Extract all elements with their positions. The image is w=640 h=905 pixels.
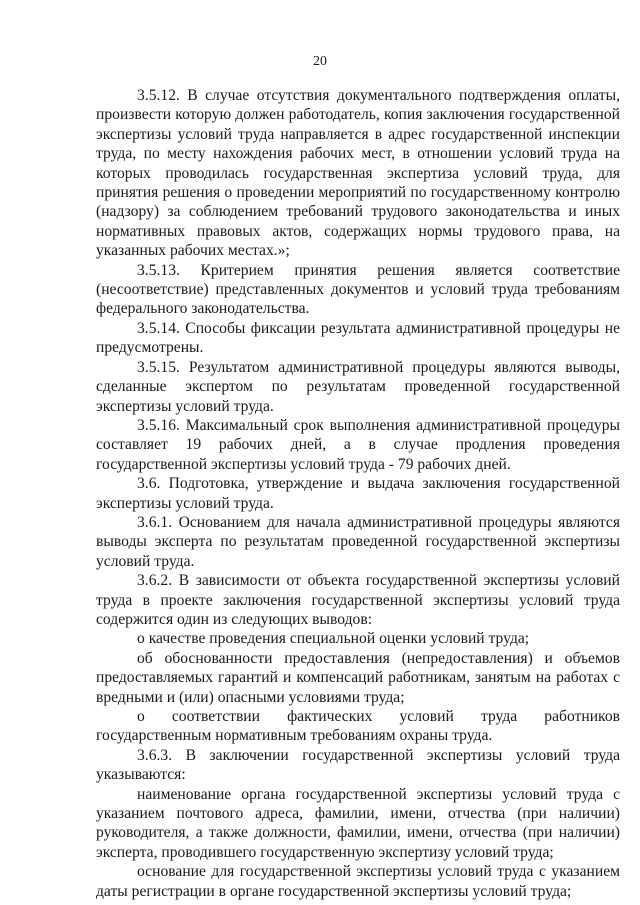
- paragraph-3-5-16: 3.5.16. Максимальный срок выполнения административной процедуры составляет 19 рабочих дней, а в случае продления проведения государственной экспертизы условий труда - 79 рабочих дней.: [96, 416, 620, 473]
- list-item-contents-2: основание для государственной экспертизы условий труда с указанием даты регистрации в органе государственной экспертизы условий труда;: [96, 863, 620, 900]
- section-heading-3-6: 3.6. Подготовка, утверждение и выдача заключения государственной экспертизы условий труда.: [96, 475, 620, 512]
- list-item-conclusion-3: о соответствии фактических условий труда работников государственным нормативным требованиям охраны труда.: [96, 708, 620, 745]
- paragraph-3-5-13: 3.5.13. Критерием принятия решения является соответствие (несоответствие) представленных документов и условий труда требованиям федерального законодательства.: [96, 261, 620, 318]
- document-body: [96, 86, 620, 901]
- paragraph-3-6-1: 3.6.1. Основанием для начала административной процедуры являются выводы эксперта по результатам проведенной государственной экспертизы условий труда.: [96, 513, 620, 570]
- paragraph-3-6-3: 3.6.3. В заключении государственной экспертизы условий труда указываются:: [96, 746, 620, 784]
- paragraph-3-6-2: 3.6.2. В зависимости от объекта государственной экспертизы условий труда в проекте заключения государственной экспертизы условий труда содержится один из следующих выводов:: [96, 572, 620, 628]
- list-item-conclusion-2: об обоснованности предоставления (непредоставления) и объемов предоставляемых гарантий и компенсаций работникам, занятым на работах с вредными и (или) опасными условиями труда;: [96, 649, 620, 706]
- list-item-contents-1: наименование органа государственной экспертизы условий труда с указанием почтового адреса, фамилии, имени, отчества (при наличии) руководителя, а также должности, фамилии, имени, отчества (при наличии) эксперта, проводившего государственную экспертизу условий труда;: [96, 785, 620, 861]
- paragraph-3-5-15: 3.5.15. Результатом административной процедуры являются выводы, сделанные экспертом по результатам проведенной государственной экспертизы условий труда.: [96, 358, 620, 415]
- paragraph-3-5-14: 3.5.14. Способы фиксации результата административной процедуры не предусмотрены.: [96, 319, 620, 357]
- list-item-conclusion-1: о качестве проведения специальной оценки условий труда;: [137, 630, 530, 648]
- page-number: 20: [313, 54, 327, 69]
- paragraph-3-5-12: 3.5.12. В случае отсутствия документального подтверждения оплаты, произвести которую должен работодатель, копия заключения государственной экспертизы условий труда направляется в адрес государственной инспекции труда, по месту нахождения рабочих мест, в отношении условий труда на которых проводилась государственная экспертиза условий труда, для принятия решения о проведении мероприятий по государственному контролю (надзору) за соблюдением требований трудового законодательства и иных нормативных правовых актов, содержащих нормы трудового права, на указанных рабочих местах.»;: [96, 87, 620, 260]
